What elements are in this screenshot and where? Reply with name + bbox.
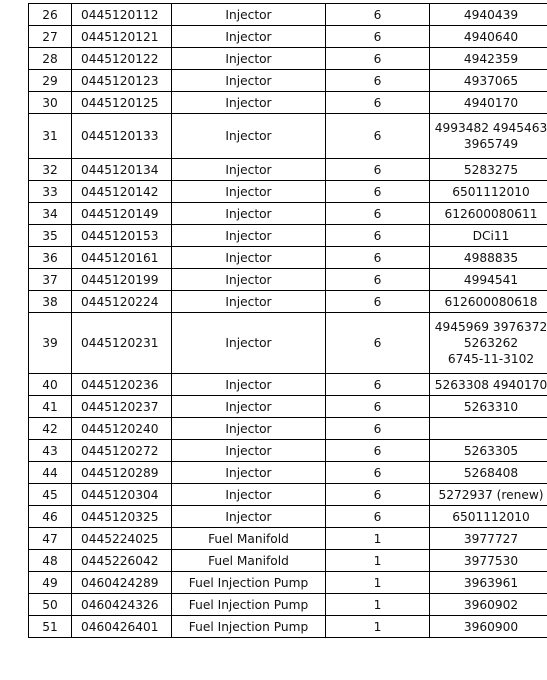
reference-number-cell xyxy=(430,313,547,374)
part-number-cell: 0445120142 xyxy=(72,181,172,203)
quantity-cell: 6 xyxy=(326,114,430,159)
reference-number-cell xyxy=(430,26,547,48)
row-number-cell: 30 xyxy=(29,92,72,114)
reference-number: 5263305 xyxy=(463,443,519,458)
row-number-cell: 49 xyxy=(29,572,72,594)
reference-number: 4994541 xyxy=(463,272,519,287)
quantity-cell: 1 xyxy=(326,550,430,572)
part-number-cell: 0445120236 xyxy=(72,374,172,396)
reference-number: 6501112010 xyxy=(452,509,530,524)
row-number-cell: 28 xyxy=(29,48,72,70)
reference-number: DCi11 xyxy=(472,228,510,243)
part-number-cell: 0445120134 xyxy=(72,159,172,181)
quantity-cell: 6 xyxy=(326,313,430,374)
row-number-cell: 43 xyxy=(29,440,72,462)
row-number-cell: 41 xyxy=(29,396,72,418)
part-name-cell: Injector xyxy=(172,225,326,247)
table-row xyxy=(29,114,547,159)
part-name-cell: Injector xyxy=(172,181,326,203)
row-number-cell: 45 xyxy=(29,484,72,506)
quantity-cell: 6 xyxy=(326,181,430,203)
part-number-cell: 0445120224 xyxy=(72,291,172,313)
table-row xyxy=(29,418,547,440)
table-row xyxy=(29,291,547,313)
row-number-cell: 48 xyxy=(29,550,72,572)
quantity-cell: 1 xyxy=(326,528,430,550)
reference-number-cell xyxy=(430,616,547,638)
reference-number-cell xyxy=(430,506,547,528)
reference-number: 3963961 xyxy=(463,575,519,590)
reference-number: 4940439 xyxy=(463,7,519,22)
reference-number: 5268408 xyxy=(463,465,519,480)
table-row xyxy=(29,594,547,616)
quantity-cell: 6 xyxy=(326,203,430,225)
part-name-cell: Injector xyxy=(172,291,326,313)
reference-number-cell xyxy=(430,418,547,440)
reference-number-cell xyxy=(430,181,547,203)
reference-number: 4993482 4945463 xyxy=(434,121,547,135)
part-number-cell: 0445120153 xyxy=(72,225,172,247)
parts-table-body xyxy=(29,4,547,638)
reference-number-cell xyxy=(430,114,547,159)
reference-number: 5283275 xyxy=(463,162,519,177)
part-name-cell: Fuel Injection Pump xyxy=(172,572,326,594)
table-row xyxy=(29,181,547,203)
row-number-cell: 39 xyxy=(29,313,72,374)
part-number-cell: 0460424289 xyxy=(72,572,172,594)
part-name-cell: Injector xyxy=(172,48,326,70)
reference-number: 612600080611 xyxy=(444,206,538,221)
part-name-cell: Injector xyxy=(172,4,326,26)
row-number-cell: 29 xyxy=(29,70,72,92)
part-name-cell: Injector xyxy=(172,484,326,506)
part-name-cell: Injector xyxy=(172,92,326,114)
part-name-cell: Injector xyxy=(172,247,326,269)
row-number-cell: 35 xyxy=(29,225,72,247)
row-number-cell: 37 xyxy=(29,269,72,291)
reference-number-cell xyxy=(430,572,547,594)
part-number-cell: 0445120161 xyxy=(72,247,172,269)
quantity-cell: 6 xyxy=(326,418,430,440)
reference-number: 6745-11-3102 xyxy=(447,352,535,366)
row-number-cell: 46 xyxy=(29,506,72,528)
quantity-cell: 1 xyxy=(326,616,430,638)
reference-number: 4940170 xyxy=(463,95,519,110)
part-number-cell: 0445120133 xyxy=(72,114,172,159)
quantity-cell: 6 xyxy=(326,48,430,70)
quantity-cell: 6 xyxy=(326,26,430,48)
reference-number-cell xyxy=(430,48,547,70)
reference-number-cell xyxy=(430,484,547,506)
quantity-cell: 6 xyxy=(326,4,430,26)
table-row xyxy=(29,572,547,594)
part-name-cell: Injector xyxy=(172,462,326,484)
row-number-cell: 36 xyxy=(29,247,72,269)
reference-number: 5272937 (renew) xyxy=(438,487,544,502)
table-row xyxy=(29,247,547,269)
reference-number-cell xyxy=(430,594,547,616)
quantity-cell: 6 xyxy=(326,506,430,528)
part-number-cell: 0445120240 xyxy=(72,418,172,440)
reference-number-cell xyxy=(430,291,547,313)
quantity-cell: 6 xyxy=(326,70,430,92)
part-name-cell: Injector xyxy=(172,374,326,396)
part-number-cell: 0445120289 xyxy=(72,462,172,484)
row-number-cell: 26 xyxy=(29,4,72,26)
reference-number-cell xyxy=(430,550,547,572)
part-number-cell: 0445120272 xyxy=(72,440,172,462)
part-name-cell: Fuel Injection Pump xyxy=(172,616,326,638)
row-number-cell: 31 xyxy=(29,114,72,159)
part-name-cell: Injector xyxy=(172,159,326,181)
table-row xyxy=(29,506,547,528)
reference-number-cell xyxy=(430,396,547,418)
quantity-cell: 6 xyxy=(326,396,430,418)
table-row xyxy=(29,462,547,484)
reference-number-cell xyxy=(430,528,547,550)
table-row xyxy=(29,4,547,26)
row-number-cell: 44 xyxy=(29,462,72,484)
quantity-cell: 6 xyxy=(326,159,430,181)
reference-number-cell xyxy=(430,247,547,269)
table-row xyxy=(29,313,547,374)
part-name-cell: Injector xyxy=(172,269,326,291)
quantity-cell: 6 xyxy=(326,462,430,484)
part-number-cell: 0460426401 xyxy=(72,616,172,638)
part-number-cell: 0445120199 xyxy=(72,269,172,291)
reference-number-cell xyxy=(430,374,547,396)
reference-number: 6501112010 xyxy=(452,184,530,199)
row-number-cell: 38 xyxy=(29,291,72,313)
reference-number: 3960902 xyxy=(463,597,519,612)
reference-number-cell xyxy=(430,269,547,291)
quantity-cell: 1 xyxy=(326,594,430,616)
part-number-cell: 0445120121 xyxy=(72,26,172,48)
quantity-cell: 6 xyxy=(326,92,430,114)
table-row xyxy=(29,528,547,550)
reference-number-cell xyxy=(430,462,547,484)
part-number-cell: 0445226042 xyxy=(72,550,172,572)
part-name-cell: Injector xyxy=(172,203,326,225)
reference-number-cell xyxy=(430,92,547,114)
reference-number: 5263308 4940170 xyxy=(434,377,547,392)
part-name-cell: Injector xyxy=(172,70,326,92)
part-name-cell: Fuel Manifold xyxy=(172,528,326,550)
table-row xyxy=(29,225,547,247)
table-row xyxy=(29,92,547,114)
quantity-cell: 6 xyxy=(326,484,430,506)
row-number-cell: 47 xyxy=(29,528,72,550)
part-name-cell: Injector xyxy=(172,313,326,374)
part-number-cell: 0445224025 xyxy=(72,528,172,550)
reference-number-cell xyxy=(430,4,547,26)
part-name-cell: Injector xyxy=(172,418,326,440)
reference-number-cell xyxy=(430,440,547,462)
table-row xyxy=(29,616,547,638)
table-row xyxy=(29,550,547,572)
part-number-cell: 0445120122 xyxy=(72,48,172,70)
reference-number-cell xyxy=(430,225,547,247)
reference-number: 4988835 xyxy=(463,250,519,265)
table-row xyxy=(29,269,547,291)
table-row xyxy=(29,374,547,396)
reference-number: 4945969 3976372 xyxy=(434,320,547,334)
row-number-cell: 51 xyxy=(29,616,72,638)
quantity-cell: 6 xyxy=(326,291,430,313)
reference-number-cell xyxy=(430,70,547,92)
part-number-cell: 0445120123 xyxy=(72,70,172,92)
part-number-cell: 0445120237 xyxy=(72,396,172,418)
part-name-cell: Injector xyxy=(172,440,326,462)
table-row xyxy=(29,396,547,418)
reference-number: 3977727 xyxy=(463,531,519,546)
part-name-cell: Fuel Manifold xyxy=(172,550,326,572)
part-number-cell: 0460424326 xyxy=(72,594,172,616)
row-number-cell: 27 xyxy=(29,26,72,48)
row-number-cell: 40 xyxy=(29,374,72,396)
reference-number: 4937065 xyxy=(463,73,519,88)
quantity-cell: 6 xyxy=(326,247,430,269)
part-name-cell: Injector xyxy=(172,506,326,528)
table-row xyxy=(29,70,547,92)
row-number-cell: 34 xyxy=(29,203,72,225)
row-number-cell: 32 xyxy=(29,159,72,181)
part-number-cell: 0445120231 xyxy=(72,313,172,374)
reference-number: 3960900 xyxy=(463,619,519,634)
reference-number: 3977530 xyxy=(463,553,519,568)
row-number-cell: 42 xyxy=(29,418,72,440)
quantity-cell: 1 xyxy=(326,572,430,594)
reference-number-cell xyxy=(430,203,547,225)
row-number-cell: 50 xyxy=(29,594,72,616)
part-name-cell: Injector xyxy=(172,396,326,418)
quantity-cell: 6 xyxy=(326,225,430,247)
table-row xyxy=(29,203,547,225)
part-name-cell: Injector xyxy=(172,114,326,159)
reference-number: 4940640 xyxy=(463,29,519,44)
part-number-cell: 0445120125 xyxy=(72,92,172,114)
reference-number: 5263310 xyxy=(463,399,519,414)
reference-number-cell xyxy=(430,159,547,181)
quantity-cell: 6 xyxy=(326,440,430,462)
table-row xyxy=(29,26,547,48)
table-row xyxy=(29,484,547,506)
reference-number: 3965749 xyxy=(463,137,519,151)
table-row xyxy=(29,159,547,181)
part-number-cell: 0445120325 xyxy=(72,506,172,528)
reference-number: 612600080618 xyxy=(444,294,538,309)
row-number-cell: 33 xyxy=(29,181,72,203)
table-row xyxy=(29,440,547,462)
table-row xyxy=(29,48,547,70)
reference-number: 5263262 xyxy=(463,336,519,350)
quantity-cell: 6 xyxy=(326,269,430,291)
part-name-cell: Injector xyxy=(172,26,326,48)
part-name-cell: Fuel Injection Pump xyxy=(172,594,326,616)
quantity-cell: 6 xyxy=(326,374,430,396)
reference-number: 4942359 xyxy=(463,51,519,66)
part-number-cell: 0445120304 xyxy=(72,484,172,506)
parts-table xyxy=(28,3,547,638)
part-number-cell: 0445120149 xyxy=(72,203,172,225)
part-number-cell: 0445120112 xyxy=(72,4,172,26)
